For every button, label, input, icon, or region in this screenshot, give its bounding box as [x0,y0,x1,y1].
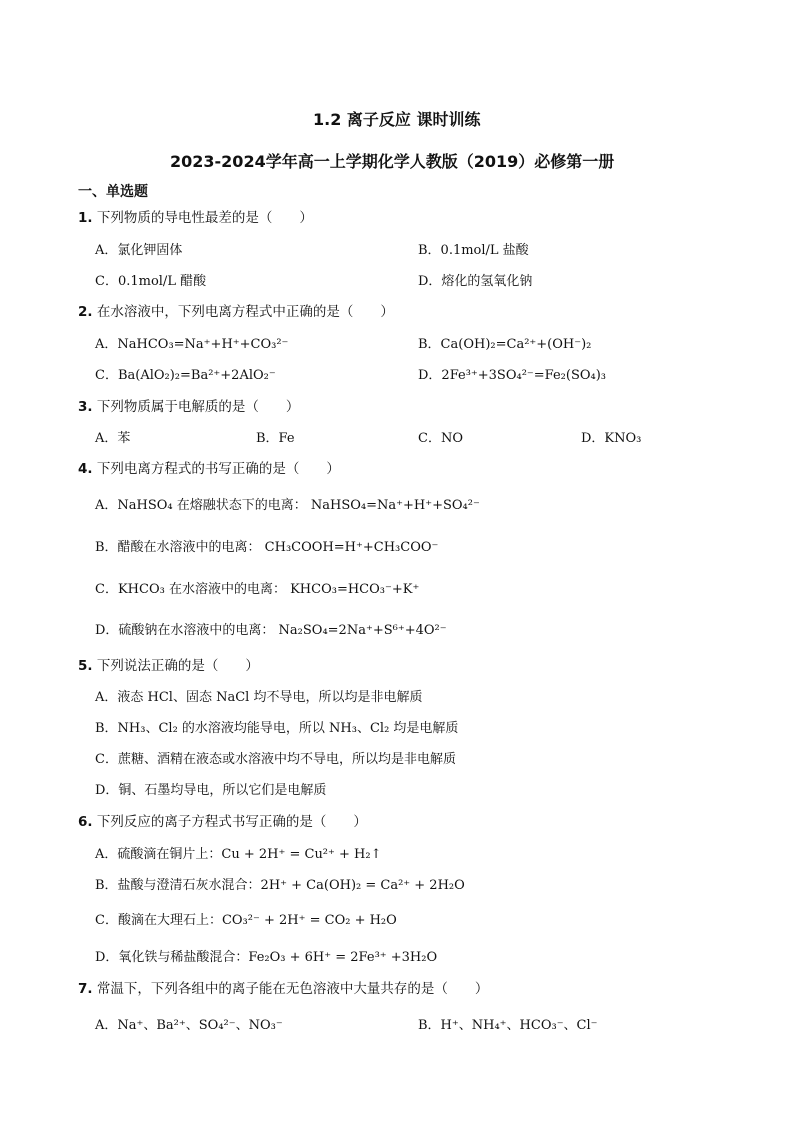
question-3-option-c: C．NO [418,431,463,446]
question-6-option-a: A．硫酸滴在铜片上：Cu + 2H⁺ = Cu²⁺ + H₂↑ [95,847,382,862]
question-1-option-a: A．氯化钾固体 [95,243,183,258]
question-2-option-d: D．2Fe³⁺+3SO₄²⁻=Fe₂(SO₄)₃ [418,368,607,383]
question-2-option-a: A．NaHCO₃=Na⁺+H⁺+CO₃²⁻ [95,337,289,352]
question-number: 3. [78,399,93,415]
question-4-option-c: C．KHCO₃ 在水溶液中的电离： KHCO₃=HCO₃⁻+K⁺ [95,582,420,597]
question-number: 2. [78,304,93,320]
question-1-option-b: B．0.1mol/L 盐酸 [418,243,529,258]
question-2-option-b: B．Ca(OH)₂=Ca²⁺+(OH⁻)₂ [418,337,592,352]
question-6-option-c: C．酸滴在大理石上：CO₃²⁻ + 2H⁺ = CO₂ + H₂O [95,913,397,928]
question-1-stem [78,206,313,226]
question-5-option-b: B．NH₃、Cl₂ 的水溶液均能导电，所以 NH₃、Cl₂ 均是电解质 [95,721,459,736]
question-number: 5. [78,658,93,674]
question-2-stem [78,300,394,320]
question-4-stem [78,457,340,477]
question-3-stem [78,395,299,415]
question-number: 6. [78,814,93,830]
question-4-option-d: D．硫酸钠在水溶液中的电离： Na₂SO₄=2Na⁺+S⁶⁺+4O²⁻ [95,623,447,638]
question-6-option-b: B．盐酸与澄清石灰水混合：2H⁺ + Ca(OH)₂ = Ca²⁺ + 2H₂O [95,878,465,893]
question-number: 4. [78,461,93,477]
question-7-option-a: A．Na⁺、Ba²⁺、SO₄²⁻、NO₃⁻ [95,1018,283,1033]
question-text: 在水溶液中，下列电离方程式中正确的是（ ） [96,304,394,320]
question-6-option-d: D．氧化铁与稀盐酸混合：Fe₂O₃ + 6H⁺ = 2Fe³⁺ +3H₂O [95,950,438,965]
question-6-stem [78,810,367,830]
question-4-option-b: B．醋酸在水溶液中的电离： CH₃COOH=H⁺+CH₃COO⁻ [95,540,439,555]
question-1-option-d: D．熔化的氢氧化钠 [418,274,533,289]
question-3-option-a: A．苯 [95,431,131,446]
question-number: 7. [78,981,93,997]
question-5-option-a: A．液态 HCl、固态 NaCl 均不导电，所以均是非电解质 [95,690,423,705]
question-7-option-b: B．H⁺、NH₄⁺、HCO₃⁻、Cl⁻ [418,1018,598,1033]
question-5-option-c: C．蔗糖、酒精在液态或水溶液中均不导电，所以均是非电解质 [95,752,456,767]
question-5-stem [78,654,259,674]
question-text: 下列物质的导电性最差的是（ ） [96,210,313,226]
question-text: 常温下，下列各组中的离子能在无色溶液中大量共存的是（ ） [96,981,489,997]
question-7-stem [78,977,488,997]
question-number: 1. [78,210,93,226]
question-3-option-b: B．Fe [256,431,295,446]
page-title: 1.2 离子反应 课时训练 [313,110,481,129]
page-subtitle: 2023-2024学年高一上学期化学人教版（2019）必修第一册 [170,152,615,171]
question-4-option-a: A．NaHSO₄ 在熔融状态下的电离： NaHSO₄=Na⁺+H⁺+SO₄²⁻ [95,498,480,513]
question-text: 下列物质属于电解质的是（ ） [96,399,300,415]
section-heading: 一、单选题 [78,184,148,200]
question-5-option-d: D．铜、石墨均导电，所以它们是电解质 [95,783,327,798]
question-1-option-c: C．0.1mol/L 醋酸 [95,274,207,289]
question-2-option-c: C．Ba(AlO₂)₂=Ba²⁺+2AlO₂⁻ [95,368,276,383]
question-text: 下列反应的离子方程式书写正确的是（ ） [96,814,367,830]
question-3-option-d: D．KNO₃ [581,431,642,446]
question-text: 下列电离方程式的书写正确的是（ ） [96,461,340,477]
question-text: 下列说法正确的是（ ） [96,658,259,674]
